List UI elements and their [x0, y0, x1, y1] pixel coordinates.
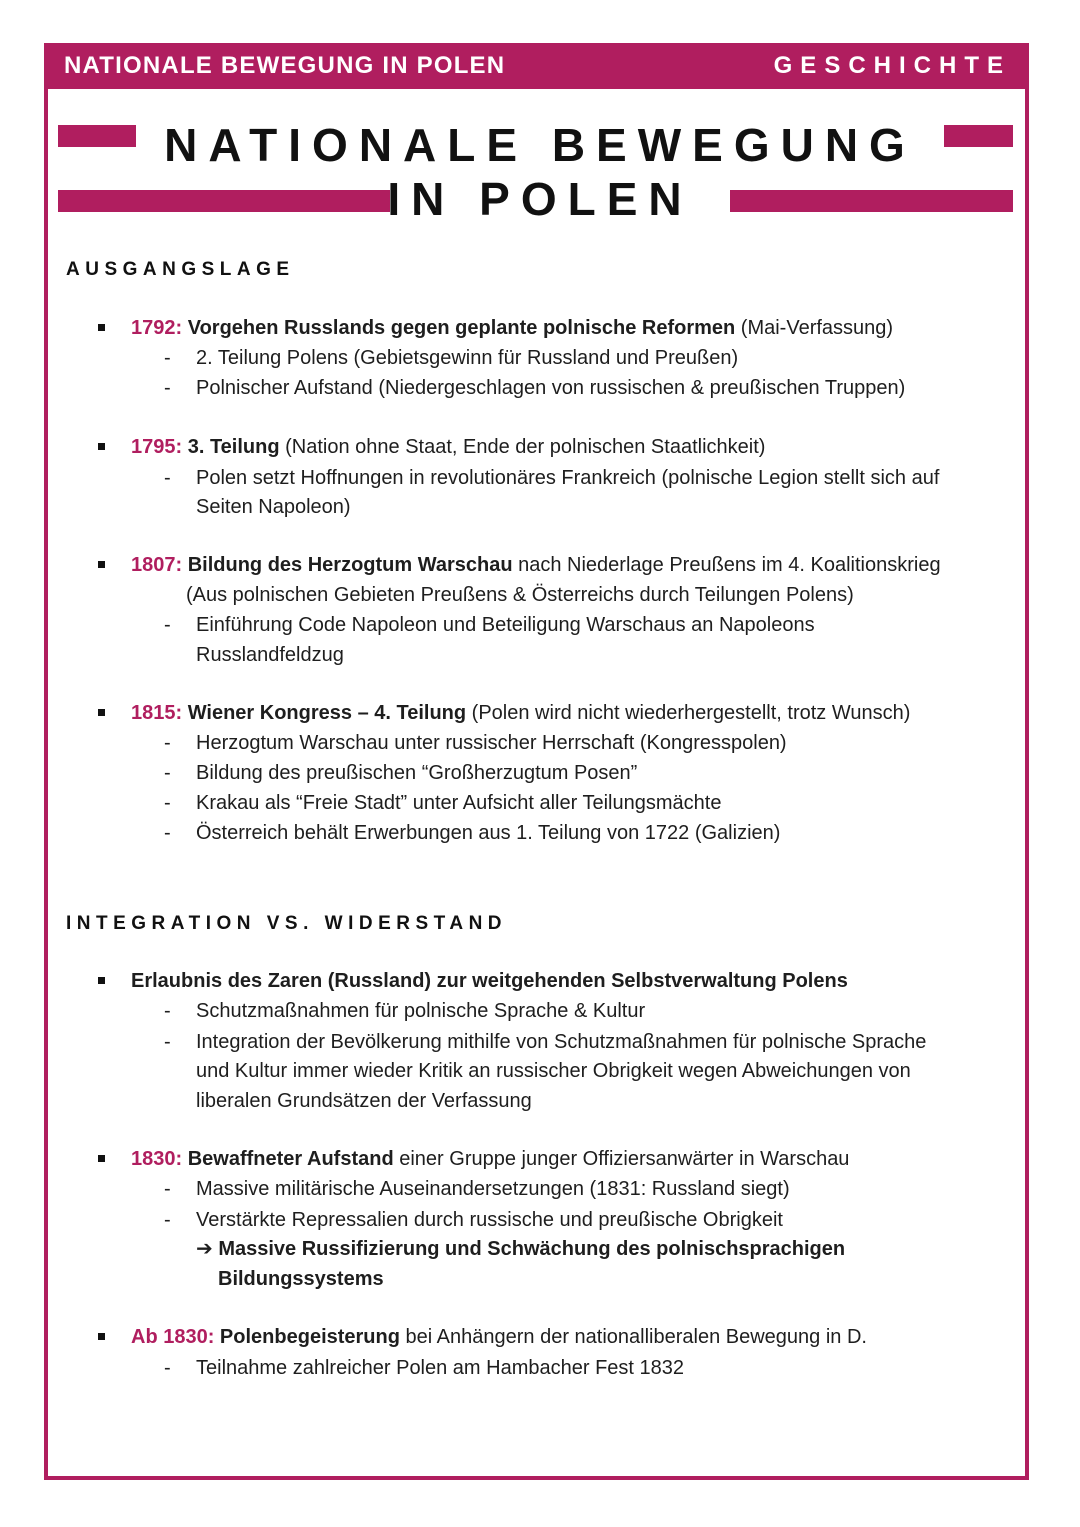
arrow-conclusion-cont: Bildungssystems [218, 1268, 384, 1290]
dash-icon: - [164, 762, 171, 784]
dash-icon: - [164, 822, 171, 844]
sub-item: Einführung Code Napoleon und Beteiligung Warschaus an Napoleons [196, 614, 815, 636]
dash-icon: - [164, 1031, 171, 1053]
sub-item: Schutzmaßnahmen für polnische Sprache & Kultur [196, 1000, 646, 1022]
section-heading-ausgangslage: AUSGANGSLAGE [66, 259, 295, 280]
header-subject: GESCHICHTE [773, 52, 1011, 79]
bullet-icon [98, 324, 105, 331]
dash-icon: - [164, 1209, 171, 1231]
sub-item-cont: und Kultur immer wieder Kritik an russischer Obrigkeit wegen Abweichungen von [196, 1060, 911, 1082]
sub-item: Polnischer Aufstand (Niedergeschlagen von russischen & preußischen Truppen) [196, 377, 906, 399]
header-bar [44, 43, 1029, 89]
bullet-icon [98, 1333, 105, 1340]
list-item-1807: 1807: Bildung des Herzogtum Warschau nach Niederlage Preußens im 4. Koalitionskrieg [131, 554, 941, 576]
dash-icon: - [164, 1357, 171, 1379]
item-continuation: (Aus polnischen Gebieten Preußens & Österreichs durch Teilungen Polens) [186, 584, 854, 606]
sub-item: Krakau als “Freie Stadt” unter Aufsicht aller Teilungsmächte [196, 792, 722, 814]
section-heading-integration: INTEGRATION VS. WIDERSTAND [66, 913, 508, 934]
sub-item-cont: liberalen Grundsätzen der Verfassung [196, 1090, 532, 1112]
dash-icon: - [164, 377, 171, 399]
list-item-1795: 1795: 3. Teilung (Nation ohne Staat, Ende der polnischen Staatlichkeit) [131, 436, 766, 458]
sub-item-cont: Russlandfeldzug [196, 644, 344, 666]
list-item-1815: 1815: Wiener Kongress – 4. Teilung (Polen wird nicht wiederhergestellt, trotz Wunsch) [131, 702, 911, 724]
arrow-conclusion: ➔ Massive Russifizierung und Schwächung des polnischsprachigen [196, 1238, 846, 1260]
dash-icon: - [164, 347, 171, 369]
sub-item: Integration der Bevölkerung mithilfe von Schutzmaßnahmen für polnische Sprache [196, 1031, 927, 1053]
bullet-icon [98, 1155, 105, 1162]
sub-item-cont: Seiten Napoleon) [196, 496, 351, 518]
sub-item: Österreich behält Erwerbungen aus 1. Teilung von 1722 (Galizien) [196, 822, 781, 844]
list-item-1792: 1792: Vorgehen Russlands gegen geplante polnische Reformen (Mai-Verfassung) [131, 317, 894, 339]
list-item-erlaubnis: Erlaubnis des Zaren (Russland) zur weitgehenden Selbstverwaltung Polens [131, 970, 848, 992]
bullet-icon [98, 709, 105, 716]
sub-item: Bildung des preußischen “Großherzugtum Posen” [196, 762, 638, 784]
sub-item: Verstärkte Repressalien durch russische und preußische Obrigkeit [196, 1209, 783, 1231]
bullet-icon [98, 977, 105, 984]
sub-item: Herzogtum Warschau unter russischer Herrschaft (Kongresspolen) [196, 732, 787, 754]
list-item-ab-1830: Ab 1830: Polenbegeisterung bei Anhängern der nationalliberalen Bewegung in D. [131, 1326, 867, 1348]
sub-item: Teilnahme zahlreicher Polen am Hambacher Fest 1832 [196, 1357, 685, 1379]
bullet-icon [98, 561, 105, 568]
sub-item: Massive militärische Auseinandersetzungen (1831: Russland siegt) [196, 1178, 790, 1200]
sub-item: 2. Teilung Polens (Gebietsgewinn für Russland und Preußen) [196, 347, 739, 369]
page-title-line2: IN POLEN [387, 173, 693, 225]
dash-icon: - [164, 1000, 171, 1022]
header-topic: NATIONALE BEWEGUNG IN POLEN [64, 52, 506, 79]
dash-icon: - [164, 1178, 171, 1200]
dash-icon: - [164, 467, 171, 489]
page-title-line1: NATIONALE BEWEGUNG [164, 119, 916, 171]
dash-icon: - [164, 792, 171, 814]
sub-item: Polen setzt Hoffnungen in revolutionäres Frankreich (polnische Legion stellt sich auf [196, 467, 940, 489]
list-item-1830: 1830: Bewaffneter Aufstand einer Gruppe junger Offiziersanwärter in Warschau [131, 1148, 850, 1170]
bullet-icon [98, 443, 105, 450]
dash-icon: - [164, 732, 171, 754]
dash-icon: - [164, 614, 171, 636]
